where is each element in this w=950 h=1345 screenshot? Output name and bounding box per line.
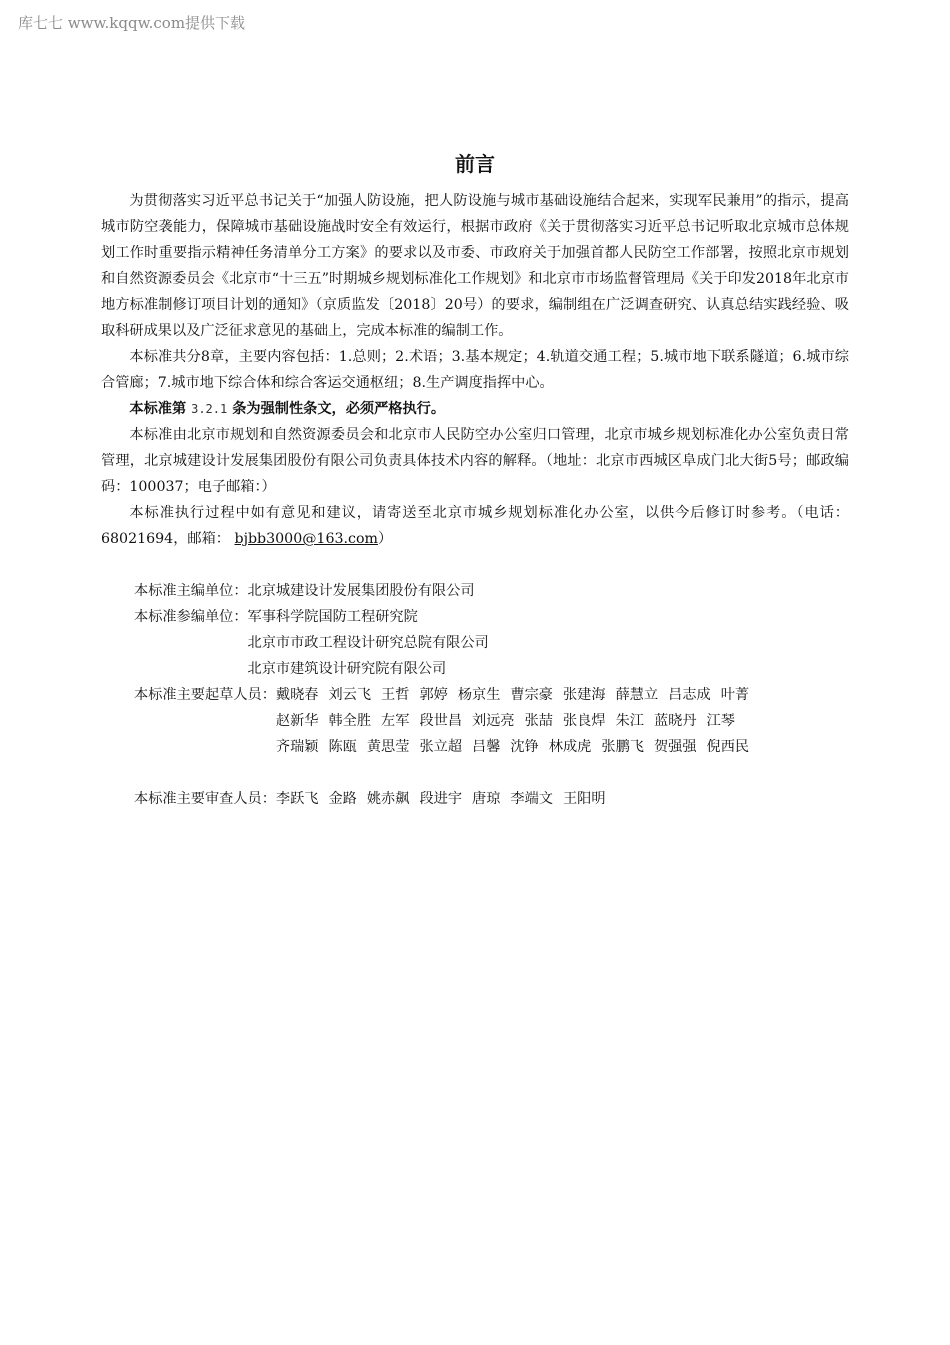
person-name: 陈瓯 — [328, 739, 357, 755]
person-name: 张良焊 — [562, 713, 606, 729]
person-name: 王阳明 — [562, 791, 606, 807]
chief-editor-row — [101, 578, 849, 604]
chief-editor-label: 本标准主编单位： — [134, 583, 248, 599]
person-name: 朱江 — [615, 713, 644, 729]
participant-row — [101, 604, 849, 682]
watermark: 库七七 www.kqqw.com提供下载 — [18, 14, 246, 32]
drafters-row — [101, 682, 849, 760]
person-name: 赵新华 — [275, 713, 319, 729]
foreword-body — [101, 188, 849, 812]
person-name: 张鹏飞 — [601, 739, 644, 755]
participant-unit: 北京市市政工程设计研究总院有限公司 — [247, 635, 489, 651]
paragraph-purpose: 为贯彻落实习近平总书记关于“加强人防设施，把人防设施与城市基础设施结合起来，实现军民兼用”的指示，提高城市防空袭能力，保障城市基础设施战时安全有效运行，根据市政府《关于贯彻落实习近平总书记听取北京城市总体规划工作时重要指示精神任务清单分工方案》的要求以及市委、市政府关于加强首都人民防空工作部署，按照北京市规划和自然资源委员会《北京市“十三五”时期城乡规划标准化工作规划》和北京市市场监督管理局《关于印发2018年北京市地方标准制修订项目计划的通知》（京质监发〔2018〕20号）的要求，编制组在广泛调查研究、认真总结实践经验、吸取科研成果以及广泛征求意见的基础上，完成本标准的编制工作。 — [101, 193, 849, 339]
email-link[interactable]: bjbb3000@163.com — [234, 531, 378, 547]
participant-unit: 北京市建筑设计研究院有限公司 — [247, 661, 447, 677]
participant-label: 本标准参编单位： — [134, 609, 248, 625]
feedback-post: ） — [377, 531, 393, 547]
clause-ref: 3.2.1 — [191, 402, 228, 416]
person-name: 林成虎 — [548, 739, 592, 755]
drafters-line — [276, 682, 749, 708]
person-name: 吕馨 — [472, 739, 501, 755]
person-name: 杨京生 — [457, 687, 501, 703]
person-name: 曹宗豪 — [510, 687, 553, 703]
person-name: 黄思莹 — [366, 739, 410, 755]
reviewers-list — [276, 786, 606, 812]
feedback-pre: 本标准执行过程中如有意见和建议，请寄送至北京市城乡规划标准化办公室，以供今后修订时参考。（电话：68021694，邮箱： — [101, 505, 849, 547]
person-name: 李端文 — [510, 791, 553, 807]
person-name: 张建海 — [562, 687, 606, 703]
person-name: 张喆 — [524, 713, 553, 729]
person-name: 王哲 — [381, 687, 410, 703]
person-name: 韩全胜 — [328, 713, 372, 729]
chief-editor-unit: 北京城建设计发展集团股份有限公司 — [247, 583, 475, 599]
person-name: 郭婷 — [419, 687, 448, 703]
person-name: 叶菁 — [720, 687, 750, 703]
person-name: 吕志成 — [668, 687, 711, 703]
drafters-line — [276, 734, 749, 760]
person-name: 左军 — [381, 713, 410, 729]
drafters-list — [276, 682, 749, 760]
person-name: 倪西民 — [706, 739, 750, 755]
reviewers-label: 本标准主要审查人员： — [134, 791, 276, 807]
person-name: 刘远亮 — [472, 713, 515, 729]
paragraph-feedback — [101, 500, 849, 552]
drafters-line — [276, 708, 749, 734]
person-name: 李跃飞 — [275, 791, 319, 807]
person-name: 张立超 — [419, 739, 463, 755]
person-name: 姚赤飙 — [366, 791, 410, 807]
spacer — [101, 552, 849, 578]
reviewers-row — [101, 786, 849, 812]
person-name: 段世昌 — [419, 713, 463, 729]
page-title: 前言 — [455, 152, 495, 176]
drafters-label: 本标准主要起草人员： — [134, 687, 276, 703]
person-name: 贺强强 — [653, 739, 697, 755]
person-name: 江琴 — [706, 713, 735, 729]
paragraph-contents: 本标准共分8章，主要内容包括：1.总则；2.术语；3.基本规定；4.轨道交通工程；5.城市地下联系隧道；6.城市综合管廊；7.城市地下综合体和综合客运交通枢纽；8.生产调度指挥中心。 — [101, 349, 849, 391]
person-name: 沈铮 — [510, 739, 539, 755]
spacer — [101, 760, 849, 786]
person-name: 段进宇 — [419, 791, 463, 807]
person-name: 齐瑞颖 — [275, 739, 319, 755]
person-name: 薛慧立 — [615, 687, 659, 703]
participant-unit: 军事科学院国防工程研究院 — [247, 609, 418, 625]
paragraph-management: 本标准由北京市规划和自然资源委员会和北京市人民防空办公室归口管理，北京市城乡规划标准化办公室负责日常管理，北京城建设计发展集团股份有限公司负责具体技术内容的解释。（地址：北京市西城区阜成门北大街5号；邮政编码：100037；电子邮箱：） — [101, 427, 849, 495]
paragraph-mandatory — [101, 396, 849, 422]
person-name: 刘云飞 — [328, 687, 372, 703]
mandatory-post: 条为强制性条文，必须严格执行。 — [232, 401, 446, 417]
person-name: 蓝晓丹 — [653, 713, 697, 729]
person-name: 金路 — [328, 791, 357, 807]
person-name: 唐琼 — [472, 791, 501, 807]
mandatory-pre: 本标准第 — [129, 401, 187, 417]
person-name: 戴晓春 — [275, 687, 319, 703]
